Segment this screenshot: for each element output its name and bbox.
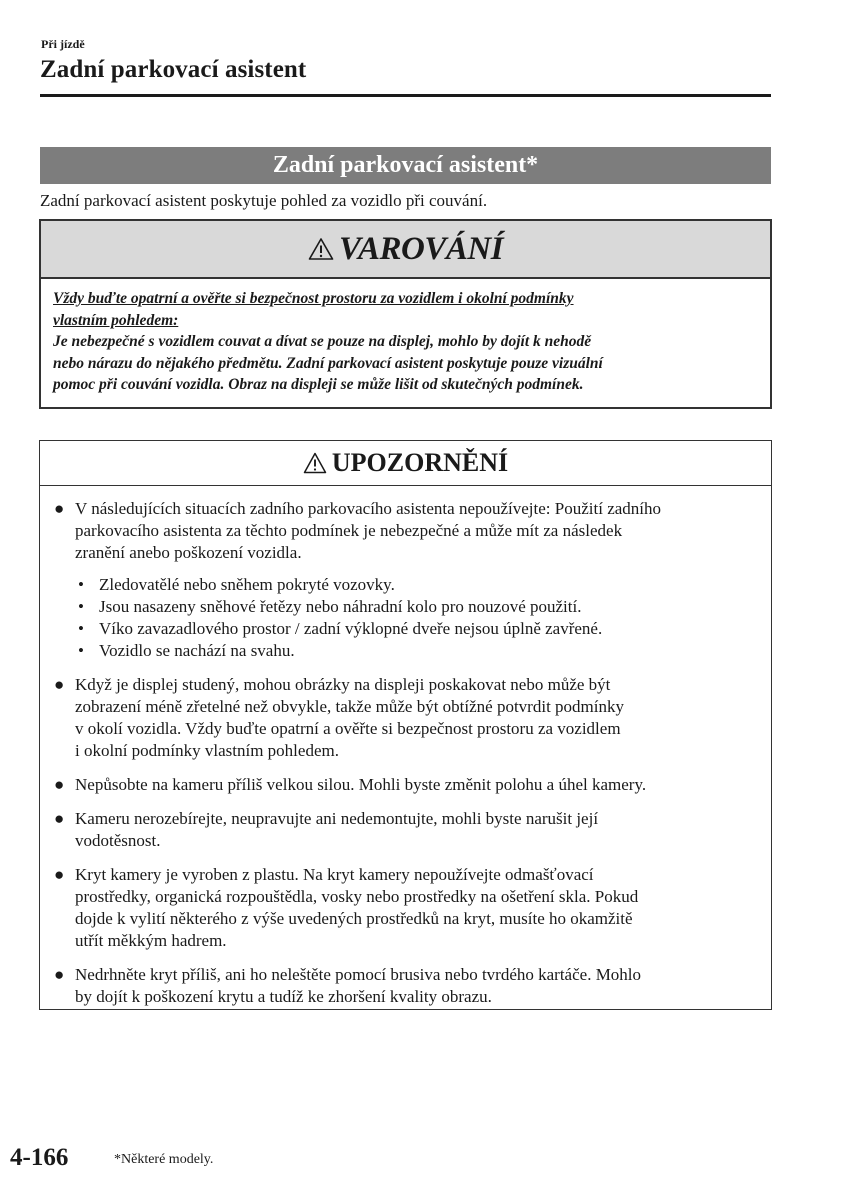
caution-subitem-text: Vozidlo se nachází na svahu. xyxy=(99,641,295,660)
caution-box xyxy=(39,440,772,1010)
section-heading: Zadní parkovací asistent* xyxy=(40,147,771,184)
sub-bullet-icon: • xyxy=(78,597,84,616)
warning-line: Je nebezpečné s vozidlem couvat a dívat se pouze na displej, mohlo by dojít k nehodě xyxy=(53,333,592,350)
warning-lead-line: vlastním pohledem: xyxy=(53,311,179,329)
caution-title: UPOZORNĚNÍ xyxy=(331,448,509,477)
caution-item xyxy=(54,674,757,762)
caution-subitem xyxy=(75,640,757,662)
bullet-icon: ● xyxy=(54,809,65,828)
warning-title: VAROVÁNÍ xyxy=(338,230,504,267)
footnote: *Některé modely. xyxy=(114,1152,214,1167)
caution-subitem-text: Zledovatělé nebo sněhem pokryté vozovky. xyxy=(99,575,395,594)
caution-line: Kameru nerozebírejte, neupravujte ani nedemontujte, mohli byste narušit její xyxy=(75,809,599,828)
warning-line: nebo nárazu do nějakého předmětu. Zadní parkovací asistent poskytuje pouze vizuální xyxy=(53,354,603,372)
caution-line: by dojít k poškození krytu a tudíž ke zhoršení kvality obrazu. xyxy=(75,987,492,1006)
sub-bullet-icon: • xyxy=(78,641,84,660)
warning-line: pomoc při couvání vozidla. Obraz na displeji se může lišit od skutečných podmínek. xyxy=(53,376,584,393)
sub-bullet-icon: • xyxy=(78,575,84,594)
bullet-icon: ● xyxy=(54,499,65,518)
title-divider xyxy=(40,94,771,97)
caution-subitem-text: Víko zavazadlového prostor / zadní výklopné dveře nejsou úplně zavřené. xyxy=(99,619,603,638)
caution-sublist xyxy=(75,574,757,662)
caution-item xyxy=(54,964,757,1008)
caution-line: Když je displej studený, mohou obrázky na displeji poskakovat nebo může být xyxy=(75,675,611,694)
caution-line: prostředky, organická rozpouštědla, vosky nebo prostředky na ošetření skla. Pokud xyxy=(75,887,639,906)
page-title: Zadní parkovací asistent xyxy=(40,56,307,83)
caution-subitem-text: Jsou nasazeny sněhové řetězy nebo náhradní kolo pro nouzové použití. xyxy=(99,597,582,616)
warning-header xyxy=(41,221,770,279)
caution-item xyxy=(54,498,757,662)
page-number: 4-166 xyxy=(10,1144,69,1171)
caution-item xyxy=(54,774,757,796)
warning-lead-line: Vždy buďte opatrní a ověřte si bezpečnost prostoru za vozidlem i okolní podmínky xyxy=(53,290,574,307)
caution-line: v okolí vozidla. Vždy buďte opatrní a ověřte si bezpečnost prostoru za vozidlem xyxy=(75,719,621,738)
caution-line: Nepůsobte na kameru příliš velkou silou. Mohli byste změnit polohu a úhel kamery. xyxy=(75,775,647,794)
caution-line: Nedrhněte kryt příliš, ani ho neleštěte pomocí brusiva nebo tvrdého kartáče. Mohlo xyxy=(75,965,642,984)
caution-item xyxy=(54,864,757,952)
caution-line: parkovacího asistenta za těchto podmínek je nebezpečné a může mít za následek xyxy=(75,521,623,540)
caution-subitem xyxy=(75,618,757,640)
caution-line: V následujících situacích zadního parkovacího asistenta nepoužívejte: Použití zadního xyxy=(75,499,662,518)
sub-bullet-icon: • xyxy=(78,619,84,638)
caution-line: zranění anebo poškození vozidla. xyxy=(75,543,302,562)
warning-triangle-icon xyxy=(308,237,334,261)
caution-item xyxy=(54,808,757,852)
caution-line: Kryt kamery je vyroben z plastu. Na kryt kamery nepoužívejte odmašťovací xyxy=(75,865,594,884)
bullet-icon: ● xyxy=(54,865,65,884)
caution-subitem xyxy=(75,596,757,618)
caution-line: dojde k vylití některého z výše uvedených prostředků na kryt, musíte ho okamžitě xyxy=(75,909,633,928)
bullet-icon: ● xyxy=(54,675,65,694)
warning-text xyxy=(41,279,770,396)
warning-triangle-icon xyxy=(303,452,327,474)
section-intro: Zadní parkovací asistent poskytuje pohled za vozidlo při couvání. xyxy=(40,191,488,210)
bullet-icon: ● xyxy=(54,775,65,794)
caution-header xyxy=(40,441,771,486)
caution-line: i okolní podmínky vlastním pohledem. xyxy=(75,741,339,760)
caution-line: vodotěsnost. xyxy=(75,831,161,850)
caution-line: zobrazení méně zřetelné než obvykle, takže může být obtížné potvrdit podmínky xyxy=(75,697,624,716)
caution-line: utřít měkkým hadrem. xyxy=(75,931,227,950)
warning-box xyxy=(39,219,772,409)
caution-list xyxy=(40,486,771,1008)
caution-subitem xyxy=(75,574,757,596)
bullet-icon: ● xyxy=(54,965,65,984)
chapter-label: Při jízdě xyxy=(41,37,85,51)
